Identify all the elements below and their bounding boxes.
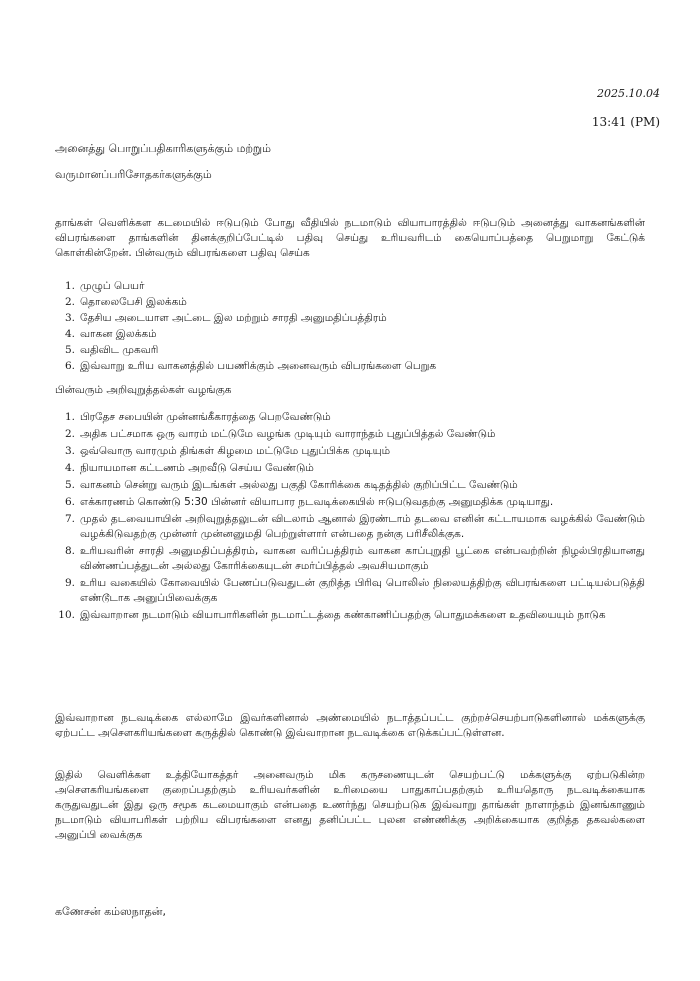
list-item-text: வதிவிட முகவரி (80, 344, 159, 356)
list-item-number: 2. (64, 296, 75, 308)
list-item (55, 608, 645, 623)
list-item-number: 5. (64, 344, 75, 356)
list-item-number: 8. (64, 545, 75, 557)
list-item-number: 6. (64, 360, 75, 372)
list-item-text: வாகனம் சென்று வரும் இடங்கள் அல்லது பகுதி கோரிக்கை கடிதத்தில் குறிப்பிட்ட வேண்டும் (80, 479, 518, 491)
instructions-heading: பின்வரும் அறிவுறுத்தல்கள் வழங்குக (55, 384, 232, 396)
list-item-number: 1. (64, 411, 75, 423)
list-item-number: 10. (58, 609, 75, 621)
list-item-text: பிரதேச சபையின் முன்னங்கீகாரத்தை பெறவேண்டும் (80, 411, 331, 423)
list-item (55, 295, 645, 310)
list-item-number: 9. (64, 577, 75, 589)
list-item (55, 444, 645, 459)
list-item (55, 410, 645, 425)
document-time: 13:41 (PM) (591, 115, 660, 129)
list-item (55, 311, 645, 326)
list-item-number: 2. (64, 428, 75, 440)
list-item (55, 478, 645, 493)
signature-name: கணேசன் கம்ஸநாதன், (55, 905, 166, 918)
list-item-text: ஒவ்வொரு வாரமும் திங்கள் கிழமை மட்டுமே புதுப்பிக்க முடியும் (80, 445, 391, 457)
paragraph-3: இவ்வாறான நடவடிக்கை எல்லாமே இவர்களினால் அண்மையில் நடாத்தப்பட்ட குற்றச்செயற்பாடுகளினால் மக்களுக்கு ஏற்பட்ட அசௌகரியங்களை கருத்தில் கொண்டு இவ்வாறான நடவடிக்கை எடுக்கப்பட்டுள்ளன. (55, 712, 645, 739)
list-item-number: 1. (64, 280, 75, 292)
list-item-number: 4. (64, 462, 75, 474)
list-item (55, 279, 645, 294)
list-item-text: முதல் தடவையாயின் அறிவுறுத்தலுடன் விடலாம் ஆனால் இரண்டாம் தடவை எனின் கட்டாயமாக வழக்கில் வேண்டும் வழக்கிடுவதற்கு முன்னர் முன்னனுமதி பெற்றுள்ளார் என்பதை நன்கு பரிசீலிக்குக. (80, 513, 645, 540)
details-list (55, 279, 645, 375)
list-item (55, 495, 645, 510)
paragraph-4: இதில் வெளிக்கள உத்தியோகத்தர் அனைவரும் மிக கருசணையுடன் செயற்பட்டு மக்களுக்கு ஏற்படுகின்ற அசௌகரியங்களை குறைப்பதற்கும் உரியவர்களின் உரிமையை பாதுகாப்பதற்கும் உரியதொரு நடவடிக்கையாக கருதுவதுடன் இது ஒரு சமூக கடமையாகும் என்பதை உணர்ந்து செயற்படுக இவ்வாறு தாங்கள் நாளாந்தம் இனங்காணும் நடமாடும் வியாபரிகள் பற்றிய விபரங்களை எனது தனிப்பட்ட புலன எண்ணிக்கு அறிக்கையாக குறித்த தகவல்களை அனுப்பி வைக்குக (55, 769, 645, 841)
list-item-text: இவ்வாறு உரிய வாகனத்தில் பயணிக்கும் அனைவரும் விபரங்களை பெறுக (80, 360, 437, 372)
list-item-number: 4. (64, 328, 75, 340)
list-item-text: அதிக பட்சமாக ஒரு வாரம் மட்டுமே வழங்க முடியும் வாராந்தம் புதுப்பித்தல் வேண்டும் (80, 428, 496, 440)
salutation-line-1: அனைத்து பொறுப்பதிகாரிகளுக்கும் மற்றும் (55, 142, 271, 155)
list-item (55, 544, 645, 574)
list-item-number: 7. (64, 513, 75, 525)
list-item (55, 343, 645, 358)
list-item-number: 6. (64, 496, 75, 508)
list-item (55, 427, 645, 442)
salutation-line-2: வருமானப்பரிசோதகர்களுக்கும் (55, 168, 212, 181)
list-item-text: எக்காரணம் கொண்டு 5:30 பின்னர் வியாபார நடவடிக்கையில் ஈடுபடுவதற்கு அனுமதிக்க முடியாது. (80, 496, 554, 508)
list-item-text: முழுப் பெயர் (80, 280, 145, 292)
instructions-list (55, 410, 645, 625)
list-item-number: 3. (64, 445, 75, 457)
intro-paragraph: தாங்கள் வெளிக்கள கடமையில் ஈடுபடும் போது வீதியில் நடமாடும் வியாபாரத்தில் ஈடுபடும் அனைத்து வாகனங்களின் விபரங்களை தாங்களின் தினக்குறிப்பேட்டில் பதிவு செய்து உரியவரிடம் கையொப்பத்தை பெறுமாறு கேட்டுக் கொள்கின்றேன். பின்வரும் விபரங்களை பதிவு செய்க (55, 217, 645, 259)
list-item (55, 327, 645, 342)
list-item-text: உரியவரின் சாரதி அனுமதிப்பத்திரம், வாகன வரிப்பத்திரம் வாகன காப்புறுதி பூட்கை என்பவற்றின் நிழல்பிரதியானது விண்ணப்பத்துடன் அல்லது கோரிக்கையுடன் சமர்ப்பித்தல் அவசியமாகும் (80, 545, 645, 572)
list-item (55, 576, 645, 606)
list-item-text: இவ்வாறான நடமாடும் வியாபாரிகளின் நடமாட்டத்தை கண்காணிப்பதற்கு பொதுமக்களை உதவியையும் நாடுக (80, 609, 606, 621)
list-item (55, 512, 645, 542)
list-item-text: நியாயமான கட்டணம் அறவீடு செய்ய வேண்டும் (80, 462, 314, 474)
list-item-text: உரிய வகையில் கோவையில் பேணப்படுவதுடன் குறித்த பிரிவு பொலிஸ் நிலையத்திற்கு விபரங்களை பட்டியல்படுத்தி எண்டூடாக அனுப்பிவைக்குக (80, 577, 645, 604)
list-item-text: வாகன இலக்கம் (80, 328, 157, 340)
list-item (55, 359, 645, 374)
list-item (55, 461, 645, 476)
list-item-number: 5. (64, 479, 75, 491)
list-item-text: தேசிய அடையாள அட்டை இல மற்றும் சாரதி அனுமதிப்பத்திரம் (80, 312, 387, 324)
list-item-number: 3. (64, 312, 75, 324)
document-date: 2025.10.04 (597, 87, 660, 100)
list-item-text: தொலைபேசி இலக்கம் (80, 296, 187, 308)
